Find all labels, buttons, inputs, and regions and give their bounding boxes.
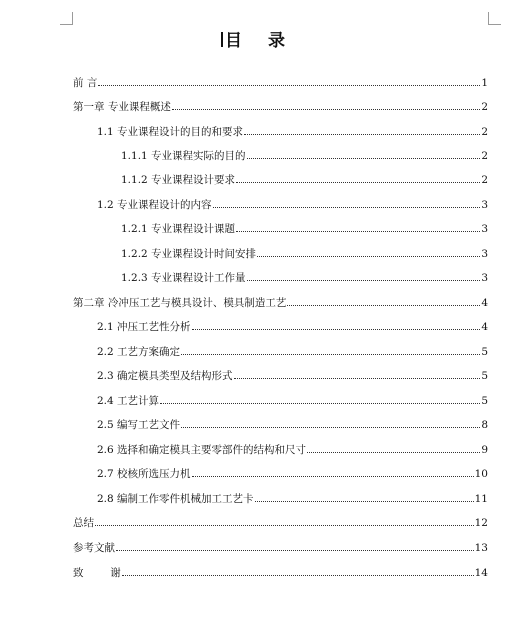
dot-leader — [98, 85, 480, 86]
dot-leader — [255, 501, 474, 502]
toc-entry-page: 3 — [481, 272, 488, 284]
toc-entry-label: 前 言 — [73, 77, 98, 89]
toc-entry-label: 2.5 编写工艺文件 — [97, 419, 181, 431]
toc-entry-page: 2 — [481, 174, 488, 186]
toc-entry-1-1-2[interactable] — [121, 171, 488, 187]
dot-leader — [247, 280, 481, 281]
dot-leader — [116, 550, 474, 551]
toc-entry-chapter-1[interactable] — [73, 98, 488, 114]
toc-entry-1-2-1[interactable] — [121, 220, 488, 236]
toc-entry-page: 8 — [481, 419, 488, 431]
toc-entry-label: 2.3 确定模具类型及结构形式 — [97, 370, 233, 382]
dot-leader — [181, 354, 480, 355]
toc-entry-2-8[interactable] — [97, 490, 488, 506]
toc-entry-label: 2.4 工艺计算 — [97, 395, 160, 407]
toc-entry-label: 总结 — [73, 517, 94, 529]
toc-entry-page: 2 — [481, 126, 488, 138]
dot-leader — [236, 182, 480, 183]
toc-entry-page: 13 — [474, 542, 488, 554]
toc-entry-label: 参考文献 — [73, 542, 115, 554]
dot-leader — [192, 476, 474, 477]
dot-leader — [181, 427, 480, 428]
toc-entry-1-2[interactable] — [97, 196, 488, 212]
dot-leader — [257, 256, 480, 257]
toc-entry-page: 3 — [481, 199, 488, 211]
dot-leader — [234, 378, 481, 379]
toc-entry-2-3[interactable] — [97, 367, 488, 383]
toc-entry-page: 5 — [481, 346, 488, 358]
page-title: 目 录 — [225, 31, 295, 51]
dot-leader — [247, 158, 481, 159]
dot-leader — [95, 525, 474, 526]
toc-entry-2-1[interactable] — [97, 318, 488, 334]
toc-entry-chapter-2[interactable] — [73, 294, 488, 310]
toc-entry-label: 2.2 工艺方案确定 — [97, 346, 181, 358]
toc-entry-preface[interactable] — [73, 74, 488, 90]
toc-entry-1-1-1[interactable] — [121, 147, 488, 163]
text-cursor — [221, 32, 223, 47]
toc-entry-label: 第一章 专业课程概述 — [73, 101, 171, 113]
toc-entry-label: 1.2.2 专业课程设计时间安排 — [121, 248, 257, 260]
toc-entry-page: 10 — [474, 468, 488, 480]
toc-entry-page: 3 — [481, 248, 488, 260]
toc-entry-1-1[interactable] — [97, 123, 488, 139]
toc-entry-2-4[interactable] — [97, 392, 488, 408]
toc-entry-summary[interactable] — [73, 514, 488, 530]
toc-entry-label: 2.7 校核所选压力机 — [97, 468, 191, 480]
toc-entry-2-2[interactable] — [97, 343, 488, 359]
dot-leader — [213, 207, 481, 208]
toc-entry-page: 2 — [481, 150, 488, 162]
toc-entry-page: 12 — [474, 517, 488, 529]
toc-entry-page: 5 — [481, 395, 488, 407]
toc-entry-2-5[interactable] — [97, 416, 488, 432]
toc-entry-page: 2 — [481, 101, 488, 113]
dot-leader — [236, 231, 480, 232]
toc-entry-label: 1.2 专业课程设计的内容 — [97, 199, 212, 211]
dot-leader — [122, 575, 474, 576]
crop-mark-top-right — [488, 12, 501, 25]
dot-leader — [307, 452, 480, 453]
toc-entry-page: 11 — [474, 493, 488, 505]
dot-leader — [287, 305, 480, 306]
dot-leader — [172, 109, 480, 110]
crop-mark-top-left — [60, 12, 73, 25]
toc-entry-acknowledgements[interactable] — [73, 564, 488, 580]
toc-entry-label: 1.1.1 专业课程实际的目的 — [121, 150, 246, 162]
toc-entry-page: 9 — [481, 444, 488, 456]
toc-entry-page: 3 — [481, 223, 488, 235]
toc-entry-label: 2.6 选择和确定模具主要零部件的结构和尺寸 — [97, 444, 307, 456]
toc-entry-1-2-2[interactable] — [121, 245, 488, 261]
toc-entry-label: 2.1 冲压工艺性分析 — [97, 321, 191, 333]
toc-entry-label: 致 谢 — [73, 567, 121, 579]
dot-leader — [244, 134, 480, 135]
toc-entry-1-2-3[interactable] — [121, 269, 488, 285]
toc-entry-page: 1 — [481, 77, 488, 89]
toc-entry-2-7[interactable] — [97, 465, 488, 481]
toc-entry-page: 4 — [481, 321, 488, 333]
toc-entry-label: 1.2.3 专业课程设计工作量 — [121, 272, 246, 284]
toc-entry-label: 第二章 冷冲压工艺与模具设计、模具制造工艺 — [73, 297, 287, 309]
toc-entry-2-6[interactable] — [97, 441, 488, 457]
dot-leader — [160, 403, 480, 404]
toc-entry-page: 14 — [474, 567, 488, 579]
toc-entry-label: 1.1.2 专业课程设计要求 — [121, 174, 236, 186]
title-area — [0, 26, 516, 51]
toc-entry-page: 4 — [481, 297, 488, 309]
toc-entry-page: 5 — [481, 370, 488, 382]
toc-entry-label: 1.1 专业课程设计的目的和要求 — [97, 126, 244, 138]
toc-entry-label: 2.8 编制工作零件机械加工工艺卡 — [97, 493, 254, 505]
dot-leader — [192, 329, 481, 330]
toc-entry-references[interactable] — [73, 539, 488, 555]
toc-entry-label: 1.2.1 专业课程设计课题 — [121, 223, 236, 235]
